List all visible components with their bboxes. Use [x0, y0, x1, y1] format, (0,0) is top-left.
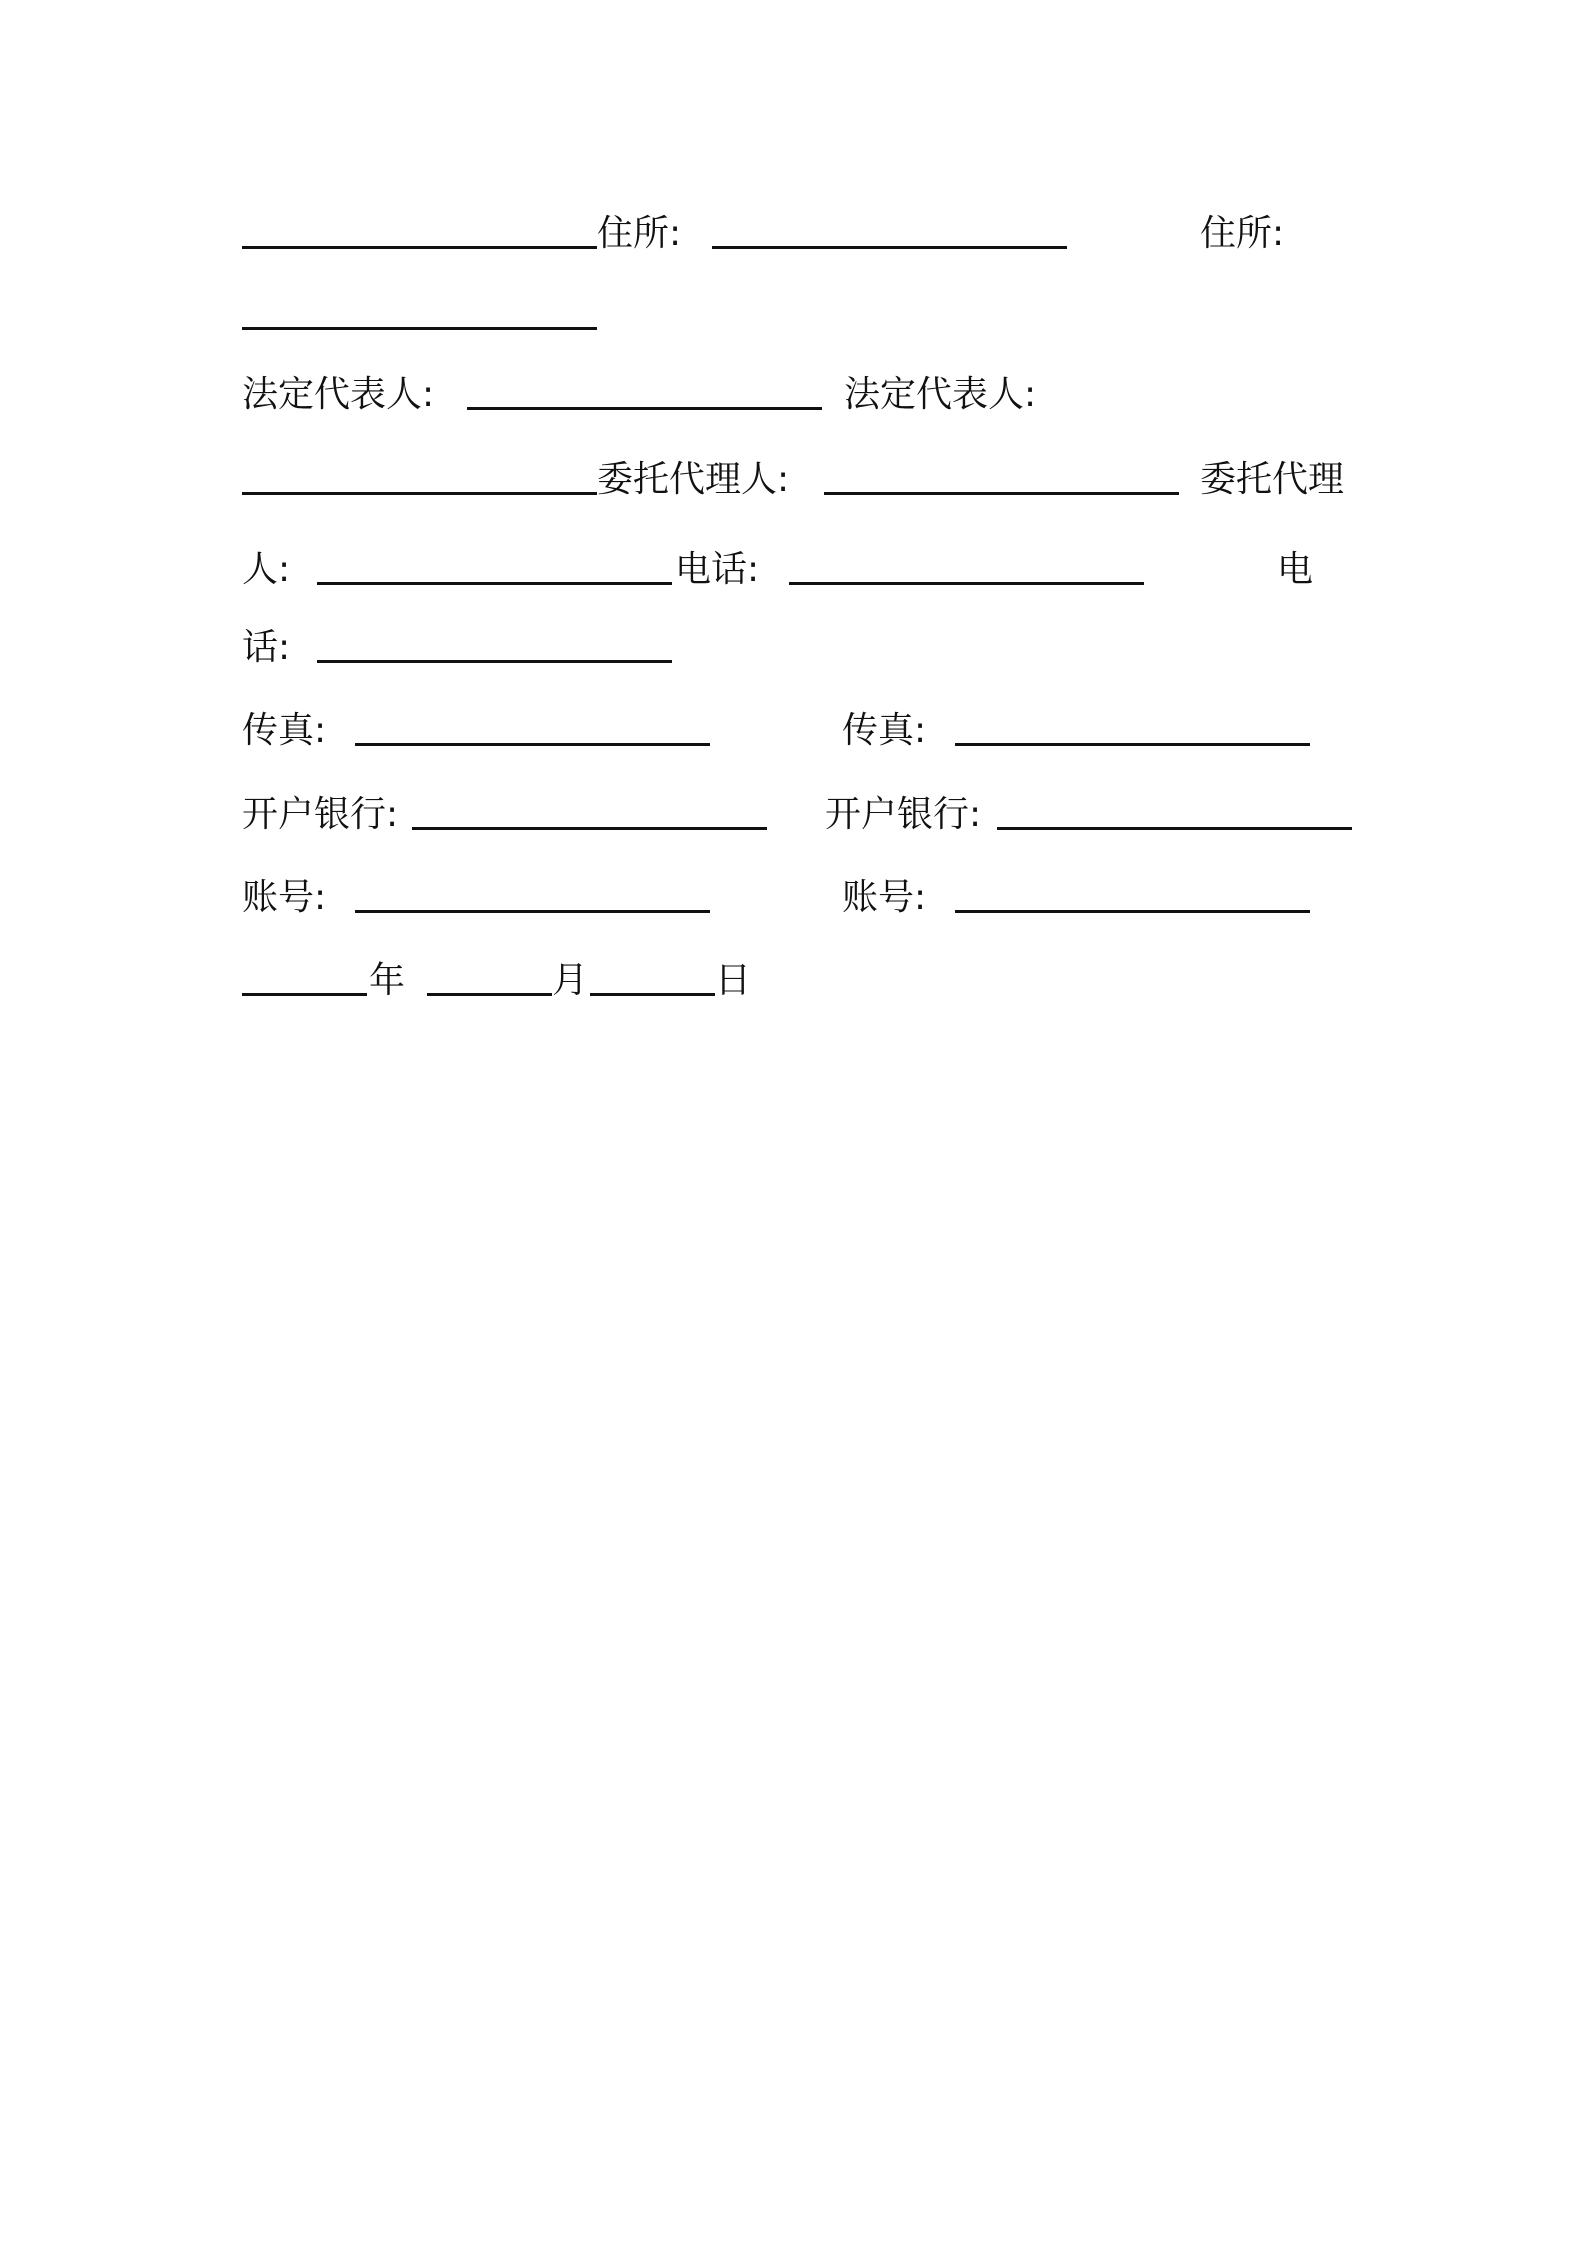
party-b-account-blank	[955, 876, 1310, 924]
party-a-phone-blank	[789, 548, 1144, 596]
month-label: 月	[552, 960, 589, 1001]
party-b-bank-label: 开户银行:	[825, 794, 982, 835]
party-b-phone-label-end: 话:	[242, 627, 291, 668]
day-blank	[590, 959, 715, 1007]
party-b-account-label: 账号:	[842, 877, 927, 918]
party-b-legal-rep-blank	[242, 458, 597, 506]
party-b-phone-blank	[317, 626, 672, 674]
party-a-account-blank	[355, 876, 710, 924]
party-b-phone-label: 电	[1277, 549, 1314, 590]
party-a-agent-blank	[824, 458, 1179, 506]
party-a-address-blank	[712, 212, 1067, 260]
party-b-agent-label: 委托代理	[1200, 459, 1345, 500]
party-a-account-label: 账号:	[242, 877, 327, 918]
party-a-agent-label: 委托代理人:	[597, 459, 790, 500]
party-a-legal-rep-label: 法定代表人:	[242, 374, 435, 415]
date-row	[242, 959, 752, 1311]
year-label: 年	[369, 960, 406, 1001]
party-b-fax-blank	[955, 709, 1310, 757]
year-blank	[242, 959, 367, 1007]
party-a-fax-label: 传真:	[242, 710, 327, 751]
party-a-phone-label: 电话:	[675, 549, 760, 590]
party-a-bank-label: 开户银行:	[242, 794, 399, 835]
party-b-fax-label: 传真:	[842, 710, 927, 751]
party-b-agent-label-end: 人:	[242, 549, 291, 590]
party-b-address-label: 住所:	[1200, 213, 1285, 254]
party-a-fax-blank	[355, 709, 710, 757]
party-b-legal-rep-label: 法定代表人:	[844, 374, 1037, 415]
party-a-address-label: 住所:	[597, 213, 682, 254]
blank-line	[242, 212, 597, 260]
party-a-legal-rep-blank	[467, 373, 822, 421]
day-label: 日	[715, 960, 752, 1001]
party-a-bank-blank	[412, 793, 767, 841]
party-b-address-blank	[242, 293, 597, 341]
party-b-agent-blank	[317, 548, 672, 596]
month-blank	[427, 959, 552, 1007]
party-b-bank-blank	[997, 793, 1352, 841]
